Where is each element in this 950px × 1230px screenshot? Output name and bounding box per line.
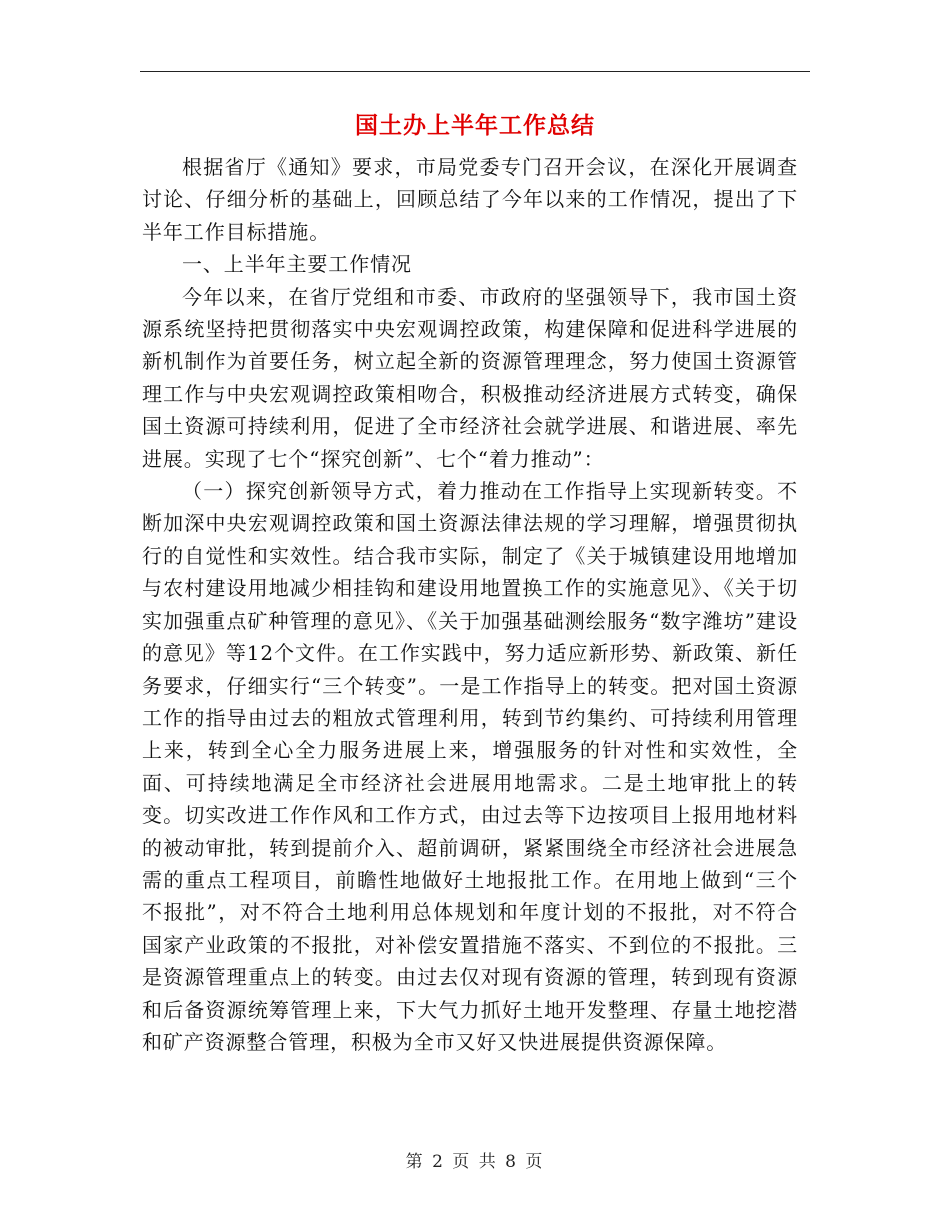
body-paragraph: 今年以来，在省厅党组和市委、市政府的坚强领导下，我市国土资源系统坚持把贯彻落实中央宏观调控政策，构建保障和促进科学进展的新机制作为首要任务，树立起全新的资源管理理念，努力使国土资源管理工作与中央宏观调控政策相吻合，积极推动经济进展方式转变，确保国土资源可持续利用，促进了全市经济社会就学进展、和谐进展、率先进展。实现了七个“探究创新”、七个“着力推动”： (142, 284, 798, 471)
document-body (142, 151, 798, 1058)
body-paragraph: （一）探究创新领导方式，着力推动在工作指导上实现新转变。不断加深中央宏观调控政策和国土资源法律法规的学习理解，增强贯彻执行的自觉性和实效性。结合我市实际，制定了《关于城镇建设用地增加与农村建设用地减少相挂钩和建设用地置换工作的实施意见》、《关于切实加强重点矿种管理的意见》、《关于加强基础测绘服务“数字潍坊”建设的意见》等12个文件。在工作实践中，努力适应新形势、新政策、新任务要求，仔细实行“三个转变”。一是工作指导上的转变。把对国土资源工作的指导由过去的粗放式管理利用，转到节约集约、可持续利用管理上来，转到全心全力服务进展上来，增强服务的针对性和实效性，全面、可持续地满足全市经济社会进展用地需求。二是土地审批上的转变。切实改进工作作风和工作方式，由过去等下边按项目上报用地材料的被动审批，转到提前介入、超前调研，紧紧围绕全市经济社会进展急需的重点工程项目，前瞻性地做好土地报批工作。在用地上做到“三个不报批”，对不符合土地利用总体规划和年度计划的不报批，对不符合国家产业政策的不报批，对补偿安置措施不落实、不到位的不报批。三是资源管理重点上的转变。由过去仅对现有资源的管理，转到现有资源和后备资源统筹管理上来，下大气力抓好土地开发整理、存量土地挖潜和矿产资源整合管理，积极为全市又好又快进展提供资源保障。 (142, 479, 798, 1054)
section-heading: 一、上半年主要工作情况 (182, 252, 412, 277)
intro-paragraph: 根据省厅《通知》要求，市局党委专门召开会议，在深化开展调查讨论、仔细分析的基础上，回顾总结了今年以来的工作情况，提出了下半年工作目标措施。 (142, 155, 798, 244)
page-number: 第 2 页 共 8 页 (405, 1152, 545, 1172)
header-rule (140, 71, 810, 72)
document-title: 国土办上半年工作总结 (355, 112, 595, 139)
